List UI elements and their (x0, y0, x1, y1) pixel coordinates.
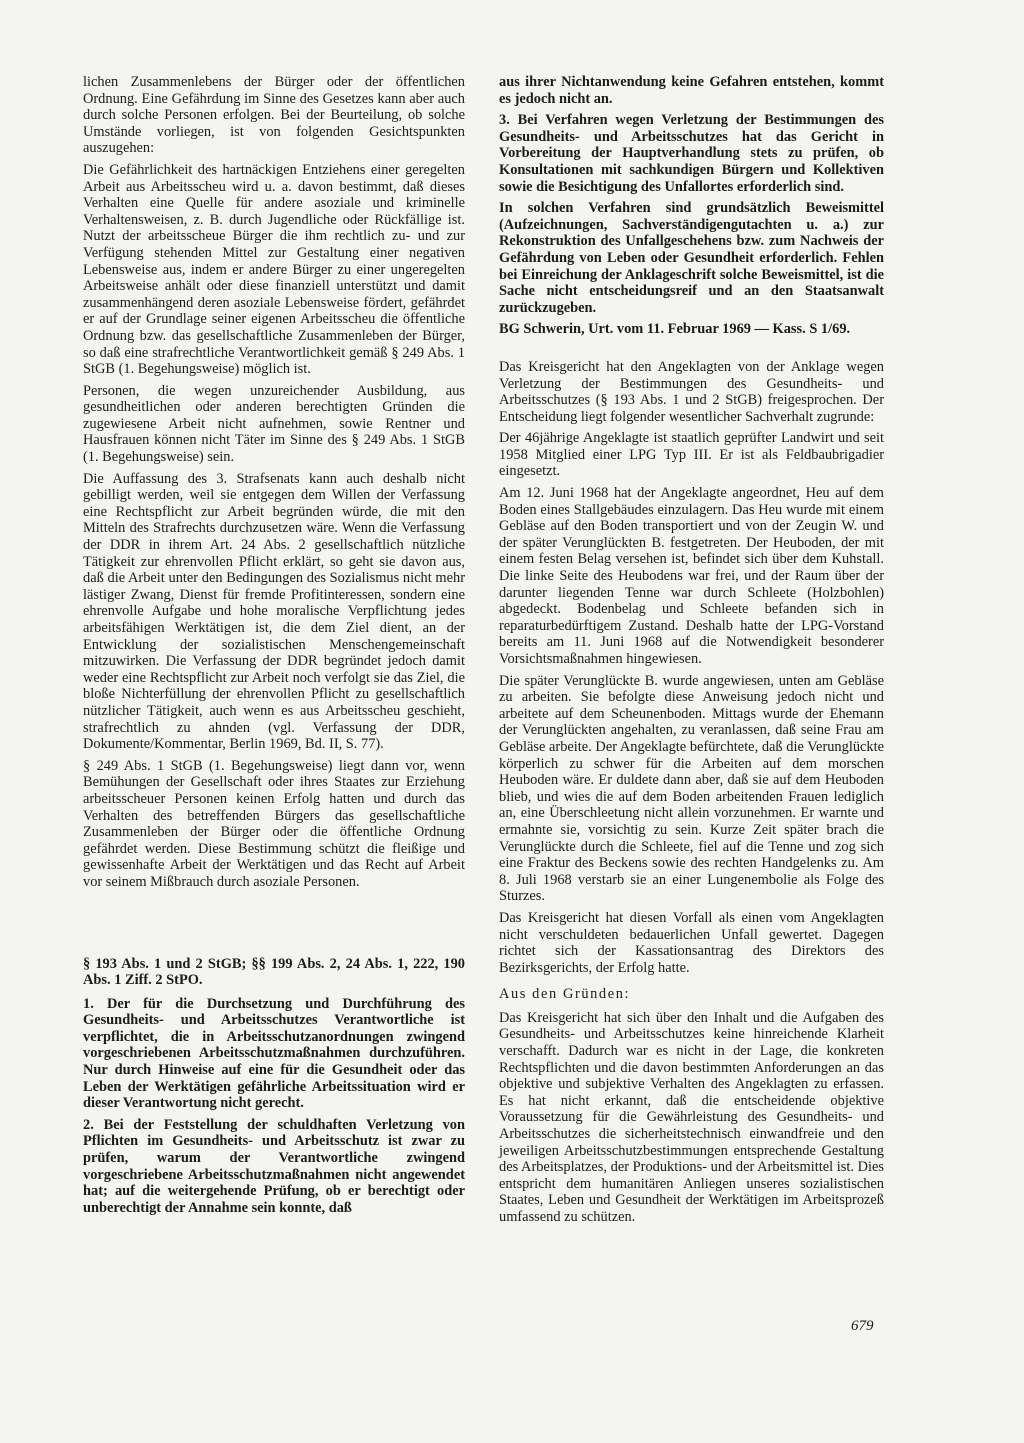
paragraph: Die Gefährlichkeit des hartnäckigen Entziehens einer geregelten Arbeit aus Arbeitsscheu wird u. a. davon bestimmt, daß dieses Verhalten eine Quelle für andere asoziale und kriminelle Verhaltensweisen, z. B. durch Jugendliche oder Rückfällige ist. Nutzt der arbeitsscheue Bürger die ihm rechtlich zu- und zur Verfügung stehenden Mittel zur Gestaltung einer negativen Lebensweise aus, indem er andere Bürger zu einer ungeregelten Arbeitsweise anhält oder diese finanziell unterstützt und damit zusammenhängend deren asoziale Lebensweise fördert, gefährdet er auf der Grundlage seiner eigenen Arbeitsscheu die öffentliche Ordnung bzw. das gesellschaftliche Zusammenleben der Bürger, so daß eine strafrechtliche Verantwortlichkeit gemäß § 249 Abs. 1 StGB (1. Begehungsweise) möglich ist. (83, 161, 465, 378)
paragraph: Die Auffassung des 3. Strafsenats kann auch deshalb nicht gebilligt werden, weil sie entgegen dem Willen der Verfassung eine Rechtspflicht zur Arbeit begründen würde, die mit den Mitteln des Strafrechts durchzusetzen wäre. Wenn die Verfassung der DDR in ihrem Art. 24 Abs. 2 gesellschaftlich nützliche Tätigkeit zur ehrenvollen Pflicht erklärt, so geht sie davon aus, daß die Arbeit unter den Bedingungen des Sozialismus nicht mehr lästiger Zwang, Dienst für fremde Profitinteressen, sondern eine ehrenvolle Aufgabe und hohe moralische Verpflichtung jedes arbeitsfähigen Werktätigen ist, die dem Ziel dient, an der Entwicklung der sozialistischen Menschengemeinschaft mitzuwirken. Die Verfassung der DDR begründet jedoch damit weder eine Rechtspflicht zur Arbeit noch verfolgt sie das Ziel, die bloße Nichterfüllung der ehrenvollen Pflicht zu gesellschaftlich nützlicher Tätigkeit, auch wenn es aus Arbeitsscheu geschieht, strafrechtlich zu ahnden (vgl. Verfassung der DDR, Dokumente/Kommentar, Berlin 1969, Bd. II, S. 77). (83, 470, 465, 753)
paragraph: Der 46jährige Angeklagte ist staatlich geprüfter Landwirt und seit 1958 Mitglied einer LPG Typ III. Er ist als Feldbaubrigadier eingesetzt. (499, 430, 884, 480)
grounds-heading: Aus den Gründen: (499, 986, 631, 1003)
right-column (499, 74, 884, 1231)
section-spacer (499, 343, 884, 359)
headnote: aus ihrer Nichtanwendung keine Gefahren entstehen, kommt es jedoch nicht an. (499, 74, 884, 107)
paragraph: Am 12. Juni 1968 hat der Angeklagte angeordnet, Heu auf dem Boden eines Stallgebäudes einzulagern. Das Heu wurde mit einem Gebläse auf den Boden transportiert und von der Zeugin W. und der später Verunglückten B. festgetreten. Der Heuboden, der mit einem festen Belag versehen ist, befindet sich über dem Kuhstall. Die linke Seite des Heubodens war frei, und der Raum über der darunter liegenden Tenne war durch Schleete (Holzbohlen) abgedeckt. Bodenbelag und Schleete befanden sich in reparaturbedürftigem Zustand. Deshalb hatte der LPG-Vorstand bereits am 11. Juni 1968 auf die Notwendigkeit besonderer Vorsichtsmaßnahmen hingewiesen. (499, 485, 884, 667)
section-spacer (83, 896, 465, 956)
headnote: 1. Der für die Durchsetzung und Durchführung des Gesundheits- und Arbeitsschutzes Verantwortliche ist verpflichtet, die in Arbeitsschutzanordnungen zwingend vorgeschriebenen Arbeitsschutzmaßnahmen durchzuführen. Nur durch Hinweise auf eine für die Gesundheit oder das Leben der Werktätigen gefährliche Arbeitssituation wird er dieser Verantwortung nicht gerecht. (83, 995, 465, 1112)
paragraph: Personen, die wegen unzureichender Ausbildung, aus gesundheitlichen oder anderen berechtigten Gründen die zugewiesene Arbeit nicht aufnehmen, sowie Rentner und Hausfrauen können nicht Täter im Sinne des § 249 Abs. 1 StGB (1. Begehungsweise) sein. (83, 382, 465, 466)
paragraph: Die später Verunglückte B. wurde angewiesen, unten am Gebläse zu arbeiten. Sie befolgte diese Anweisung jedoch nicht und arbeitete auf dem Scheunenboden. Mittags wurde der Ehemann der Verunglückten angehalten, zu veranlassen, daß seine Frau am Gebläse arbeite. Der Angeklagte befürchtete, daß die Verunglückte körperlich zu schwer für die Arbeiten auf dem morschen Heuboden wäre. Er duldete dann aber, daß sie auf dem Heuboden blieb, und wies die auf dem Boden arbeitenden Frauen lediglich an, eine Überschleetung nicht allein vorzunehmen. Er warnte und ermahnte sie, vorsichtig zu sein. Kurze Zeit später brach die Verunglückte durch die Schleete, fiel auf die Tenne und zog sich eine Fraktur des Beckens sowie des rechten Handgelenks zu. Am 8. Juli 1968 verstarb sie an einer Lungenembolie als Folge des Sturzes. (499, 672, 884, 905)
headnote: 3. Bei Verfahren wegen Verletzung der Bestimmungen des Gesundheits- und Arbeitsschutzes hat das Gericht in Vorbereitung der Hauptverhandlung stets zu prüfen, ob Konsultationen mit sachkundigen Bürgern und Kollektiven sowie die Besichtigung des Unfallortes erforderlich sind. (499, 112, 884, 195)
paragraph: Das Kreisgericht hat den Angeklagten von der Anklage wegen Verletzung der Bestimmungen des Gesundheits- und Arbeitsschutzes (§ 193 Abs. 1 und 2 StGB) freigesprochen. Der Entscheidung liegt folgender wesentlicher Sachverhalt zugrunde: (499, 358, 884, 425)
page-number: 679 (851, 1318, 874, 1334)
paragraph: Das Kreisgericht hat diesen Vorfall als einen vom Angeklagten nicht verschuldeten bedauerlichen Unfall gewertet. Dagegen richtet sich der Kassationsantrag des Direktors des Bezirksgerichts, der Erfolg hatte. (499, 909, 884, 976)
court-citation: BG Schwerin, Urt. vom 11. Februar 1969 — Kass. S 1/69. (499, 321, 851, 338)
paragraph: lichen Zusammenlebens der Bürger oder der öffentlichen Ordnung. Eine Gefährdung im Sinne des Gesetzes kann aber auch durch solche Personen erfolgen. Bei der Beurteilung, ob solche Umstände vorliegen, ist von folgenden Gesichtspunkten auszugehen: (83, 74, 465, 157)
left-column (83, 74, 465, 1221)
statute-heading: § 193 Abs. 1 und 2 StGB; §§ 199 Abs. 2, 24 Abs. 1, 222, 190 Abs. 1 Ziff. 2 StPO. (83, 955, 465, 989)
paragraph: Das Kreisgericht hat sich über den Inhalt und die Aufgaben des Gesundheits- und Arbeitsschutzes keine hinreichende Klarheit verschafft. Dadurch war es nicht in der Lage, die konkreten Rechtspflichten und die davon bestimmten Anforderungen an das objektive und subjektive Verhalten des Angeklagten zu erfassen. Es hat nicht erkannt, daß die entscheidende objektive Voraussetzung für die Gewährleistung des Gesundheits- und Arbeitsschutzes die sicherheitstechnisch einwandfreie und den jeweiligen Arbeitsschutzbestimmungen entsprechende Gestaltung des Arbeitsplatzes, der Produktions- und der Arbeitsmittel ist. Dies entspricht dem humanitären Anliegen unseres sozialistischen Staates, Leben und Gesundheit der Werktätigen im Arbeitsprozeß umfassend zu schützen. (499, 1009, 884, 1225)
paragraph: § 249 Abs. 1 StGB (1. Begehungsweise) liegt dann vor, wenn Bemühungen der Gesellschaft oder ihres Staates zur Erziehung arbeitsscheuer Personen keinen Erfolg hatten und durch das Verhalten des betreffenden Bürgers das gesellschaftliche Zusammenleben der Bürger oder die öffentliche Ordnung gefährdet werden. Diese Bestimmung schützt die fleißige und gewissenhafte Arbeit der Werktätigen und das Recht auf Arbeit vor seinem Mißbrauch durch asoziale Personen. (83, 757, 465, 890)
headnote: 2. Bei der Feststellung der schuldhaften Verletzung von Pflichten im Gesundheits- und Arbeitsschutz ist zwar zu prüfen, warum der Verantwortliche zwingend vorgeschriebene Arbeitsschutzmaßnahmen nicht angewendet hat; auf die weitergehende Prüfung, ob er berechtigt oder unberechtigt der Annahme sein konnte, daß (83, 1116, 465, 1216)
headnote: In solchen Verfahren sind grundsätzlich Beweismittel (Aufzeichnungen, Sachverständigengutachten u. a.) zur Rekonstruktion des Unfallgeschehens bzw. zum Nachweis der Gefährdung von Leben oder Gesundheit erforderlich. Fehlen bei Einreichung der Anklageschrift solche Beweismittel, ist die Sache nicht entscheidungsreif und an den Staatsanwalt zurückzugeben. (499, 200, 884, 316)
